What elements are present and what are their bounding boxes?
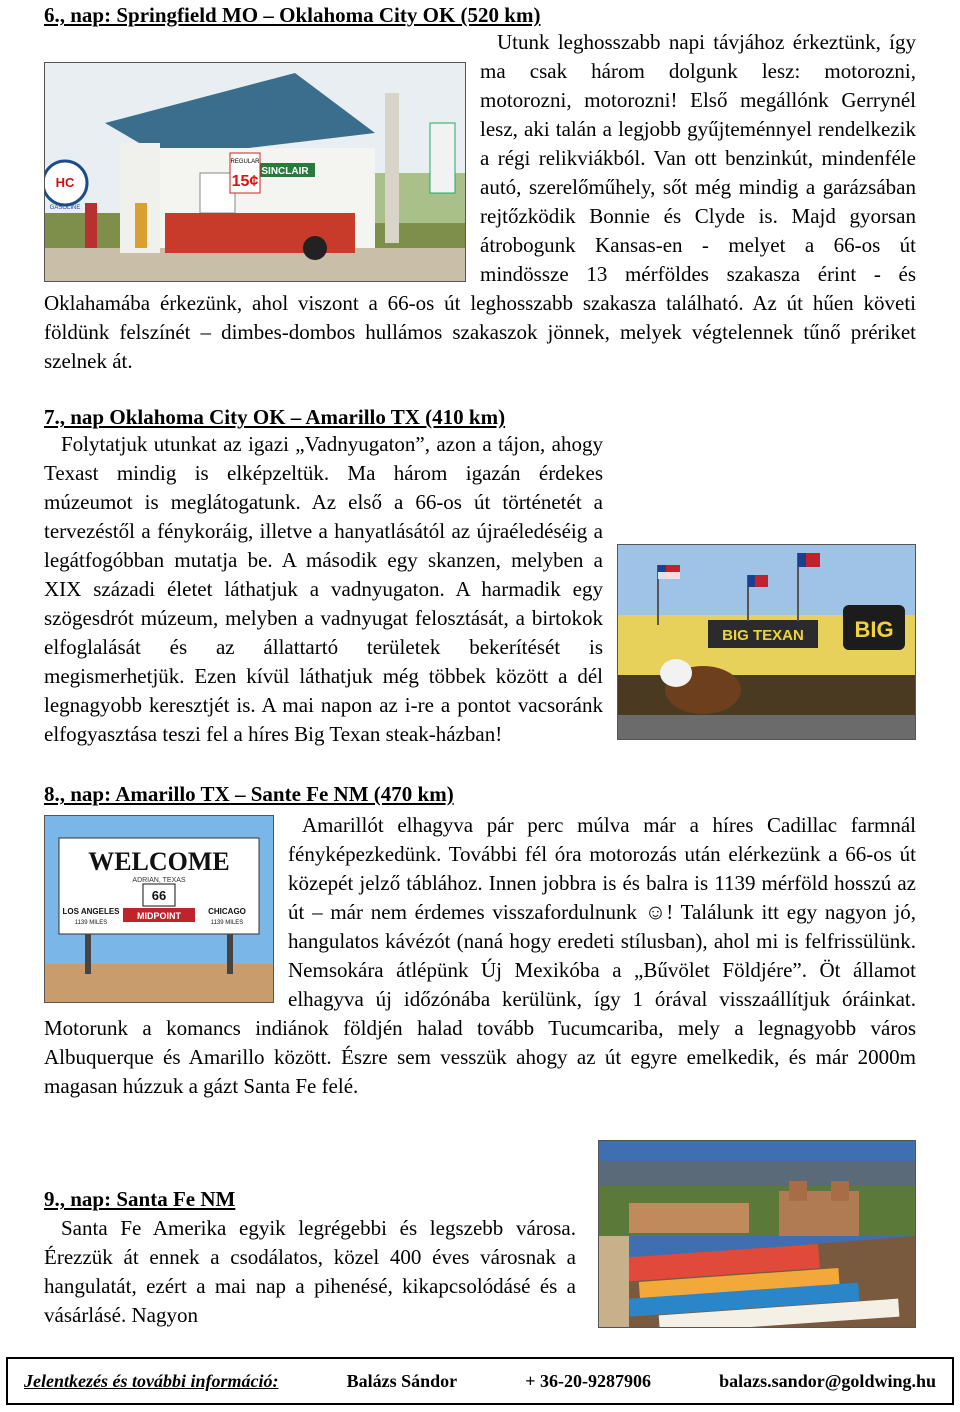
right-city-text: CHICAGO xyxy=(208,907,246,916)
sinclair-sign-text: SINCLAIR xyxy=(261,166,309,177)
footer-phone[interactable]: + 36-20-9287906 xyxy=(525,1370,652,1391)
day9-section xyxy=(44,1186,916,1330)
day6-section xyxy=(44,2,916,376)
hc-sign-text: HC xyxy=(55,175,75,190)
adrian-sign-text: ADRIAN, TEXAS xyxy=(132,877,186,884)
big-texan-photo xyxy=(617,544,916,740)
day6-text: Utunk leghosszabb napi távjához érkeztünk, így ma csak három dolgunk lesz: motorozni, motorozni, motorozni! Első megállónk Gerrynél lesz, aki talán a legjobb gyűjteménnyel rendelkezik a régi relikviákból. Van ott benzinkút, mindenféle autó, szerelőműhely, sőt még mindig a garázsában rejtőzködik Bonnie és Clyde is. Majd gyorsan átrobogunk Kansas-en - melyet a 66-os út mindössze 13 mérföldes szakasza érint - és Oklahamába érkezünk, ahol viszont a 66-os út leghosszabb szakasza található. Az út hűen követi földünk felszínét – dimbes-dombos hullámos szakaszok jönnek, melyek végtelennek tűnő prériket szelnek át. xyxy=(44,30,916,373)
left-city-text: LOS ANGELES xyxy=(62,907,120,916)
footer-email[interactable]: balazs.sandor@goldwing.hu xyxy=(719,1370,936,1391)
day8-text: Amarillót elhagyva pár perc múlva már a híres Cadillac farmnál fényképezkedünk. További fél óra motorozás után elérkezünk a 66-os út közepét jelző táblához. Innen jobbra is és balra is 1139 mérföld hosszú az út – már nem érdemes visszafordulnunk ☺! Találunk itt egy nagyon jó, hangulatos kávézót (naná hogy eredeti stílusban), ahol mi is felfrissülünk. Nemsokára átlépünk Új Mexikóba a „Bűvölet Földjére”. Öt államot elhagyva új időzónába kerülünk, így 1 órával visszaállítjuk óráinkat. Motorunk a komancs indiánok földjén halad tovább Tucumcariba, mely a legnagyobb város Albuquerque és Amarillo között. Észre sem vesszük ahogy az út egyre emelkedik, és már 2000m magasan húzzuk a gázt Santa Fe felé. xyxy=(44,813,916,1098)
footer-name: Balázs Sándor xyxy=(346,1370,458,1391)
big-texan-sign-text: BIG TEXAN xyxy=(722,627,804,644)
midpoint-sign-photo xyxy=(44,815,274,1003)
route-66-text: 66 xyxy=(151,888,167,903)
welcome-sign-text: WELCOME xyxy=(88,847,230,876)
price-sign-text: 15¢ xyxy=(231,173,259,190)
day7-section xyxy=(44,404,916,749)
gasoline-sign-text: GASOLINE xyxy=(49,205,81,211)
day8-section xyxy=(44,781,916,1101)
footer-lead: Jelentkezés és további információ: xyxy=(24,1370,279,1391)
day8-title: 8., nap: Amarillo TX – Sante Fe NM (470 km) xyxy=(44,782,454,806)
day9-text: Santa Fe Amerika egyik legrégebbi és legszebb városa. Érezzük át ennek a csodálatos, közel 400 éves városnak a hangulatát, ezért a mai nap a pihenésé, kikapcsolódásé és a vásárlásé. Nagyon xyxy=(44,1216,576,1327)
regular-sign-text: REGULAR xyxy=(230,159,260,165)
santa-fe-photo xyxy=(598,1140,916,1328)
big-sign-text: BIG xyxy=(854,617,894,642)
contact-footer xyxy=(6,1357,954,1405)
day6-title: 6., nap: Springfield MO – Oklahoma City OK (520 km) xyxy=(44,3,541,27)
day7-title: 7., nap Oklahoma City OK – Amarillo TX (410 km) xyxy=(44,405,506,429)
gas-station-photo xyxy=(44,62,466,282)
midpoint-text: MIDPOINT xyxy=(137,911,181,921)
day7-text: Folytatjuk utunkat az igazi „Vadnyugaton”, azon a tájon, ahogy Texast mindig is elképzeltük. Ma három igazán érdekes múzeumot is meglátogatunk. Az első a 66-os út történetét a tervezéstől a fénykoráig, illetve a hanyatlásától az újraéledéséig a legátfogóbban mutatja be. A második egy skanzen, melyben a XIX századi életet láthatjuk a vadnyugaton. A harmadik egy szögesdrót múzeum, melyben a vadnyugat felosztását, a birtokok elfoglalását és az állattartó területek bekerítését is megismerhetjük. Ezen kívül láthatjuk még többek között a dél legnagyobb keresztjét is. A mai napon az i-re a pontot vacsoránk elfogyasztása teszi fel a híres Big Texan steak-házban! xyxy=(44,432,603,746)
right-miles-text: 1139 MILES xyxy=(210,920,244,926)
day9-title: 9., nap: Santa Fe NM xyxy=(44,1187,236,1211)
left-miles-text: 1139 MILES xyxy=(74,920,108,926)
